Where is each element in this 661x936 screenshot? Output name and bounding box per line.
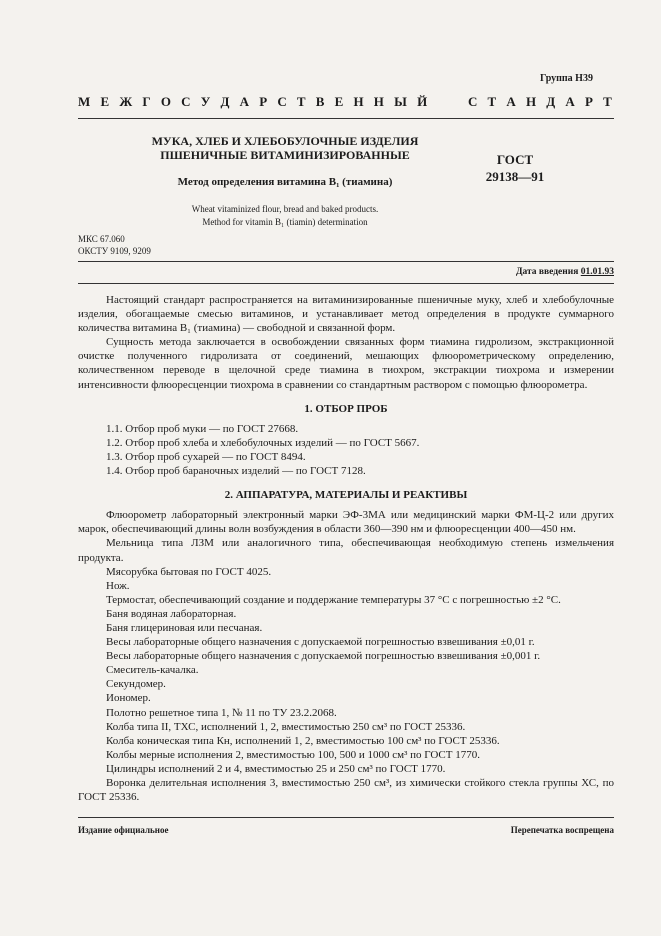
date-rule [78, 283, 614, 284]
intro-paragraph: Сущность метода заключается в освобождении связанных форм тиамина гидролизом, экстракционной очистке полученного гидролизата от соединений, мешающих флюорометрическому определению, количественном переводе в щелочной среде тиамина в тиохром, экстракции тиохрома и измерении интенсивности флюоресценции тиохрома в сравнении со стандартным раствором с помощью флюорометра. [78, 336, 614, 391]
equipment-line: Секундомер. [106, 678, 166, 691]
banner-letter: О [160, 94, 171, 109]
equipment-paragraph: Флюорометр лабораторный электронный марки ЭФ-3МА или медицинский марки ФМ-Ц-2 или других марок, обеспечивающий длины волн возбуждения в области 360—390 нм и флюоресценции 400—450 нм. [78, 509, 614, 536]
group-code: Группа Н39 [540, 73, 593, 84]
equipment-line: Колба коническая типа Кн, исполнений 1, 2, вместимостью 100 см³ по ГОСТ 25336. [106, 734, 500, 747]
list-item: 1.2. Отбор проб хлеба и хлебобулочных изделий — по ГОСТ 5667. [106, 436, 420, 449]
banner-letter: С [181, 94, 191, 109]
footer-rule [78, 817, 614, 818]
gost-designation [470, 151, 560, 185]
banner-letter: В [315, 94, 325, 109]
banner-letter: Е [334, 94, 344, 109]
banner-letter: Ж [119, 94, 133, 109]
equipment-line: Весы лабораторные общего назначения с допускаемой погрешностью взвешивания ±0,001 г. [106, 650, 541, 663]
section-heading: 2. АППАРАТУРА, МАТЕРИАЛЫ И РЕАКТИВЫ [224, 489, 468, 502]
list-item: 1.3. Отбор проб сухарей — по ГОСТ 8494. [106, 450, 306, 463]
banner-letter: С [277, 94, 287, 109]
banner-letter: Н [525, 94, 537, 109]
banner-letter: А [565, 94, 575, 109]
english-line: Method for vitamin B₁ (tiamin) determination [202, 217, 368, 227]
equipment-line: Полотно решетное типа 1, № 11 по ТУ 23.2.2068. [106, 706, 337, 719]
equipment-line: Иономер. [106, 692, 151, 705]
equipment-line: Термостат, обеспечивающий создание и поддержание температуры 37 °С с погрешностью ±2 °С. [106, 593, 561, 606]
english-title [120, 203, 450, 229]
intro-paragraph: Настоящий стандарт распространяется на витаминизированные пшеничные муку, хлеб и хлебобулочные изделия, обогащаемые смесью витаминов, и устанавливает метод определения в продукте суммарного количества витамина B₁ (тиамина) — свободной и связанной форм. [78, 294, 614, 335]
list-item: 1.4. Отбор проб бараночных изделий — по ГОСТ 7128. [106, 465, 366, 478]
banner-letter: Р [584, 94, 593, 109]
header-rule [78, 118, 614, 119]
date-value: 01.01.93 [580, 267, 614, 277]
banner-letter: Т [603, 94, 612, 109]
banner-letter: Р [259, 94, 268, 109]
footer-reprint-prohibited: Перепечатка воспрещена [510, 825, 614, 835]
banner-letter: А [239, 94, 249, 109]
document-title [130, 134, 440, 162]
method-subtitle: Метод определения витамина B₁ (тиамина) [177, 176, 393, 188]
equipment-line: Мясорубка бытовая по ГОСТ 4025. [106, 565, 272, 578]
banner-letter: У [200, 94, 211, 109]
equipment-line: Нож. [106, 579, 130, 592]
classification-codes [78, 233, 151, 257]
equipment-line: Весы лабораторные общего назначения с допускаемой погрешностью взвешивания ±0,01 г. [106, 636, 535, 649]
banner-letter: Т [296, 94, 306, 109]
equipment-line: Колбы мерные исполнения 2, вместимостью 100, 500 и 1000 см³ по ГОСТ 1770. [106, 748, 480, 761]
banner-letter: Н [373, 94, 384, 109]
banner-letter: Н [353, 94, 364, 109]
banner-letter: Й [417, 94, 428, 109]
effective-date [400, 267, 614, 277]
section-heading: 1. ОТБОР ПРОБ [304, 402, 388, 415]
equipment-line: Цилиндры исполнений 2 и 4, вместимостью 25 и 250 см³ по ГОСТ 1770. [106, 762, 446, 775]
footer-official-edition: Издание официальное [78, 825, 169, 835]
banner-letter: С [467, 94, 478, 109]
english-line: Wheat vitaminized flour, bread and baked products. [191, 204, 379, 214]
banner-letter: М [78, 94, 91, 109]
banner-letter: Д [220, 94, 230, 109]
title-line: ПШЕНИЧНЫЕ ВИТАМИНИЗИРОВАННЫЕ [160, 148, 410, 162]
banner-letter: Е [100, 94, 110, 109]
okstu-code: ОКСТУ 9109, 9209 [78, 246, 151, 256]
codes-rule [78, 261, 614, 262]
equipment-line: Колба типа II, ТХС, исполнений 1, 2, вместимостью 250 см³ по ГОСТ 25336. [106, 720, 466, 733]
interstate-standard-banner [78, 94, 612, 110]
banner-letter: Ы [394, 94, 407, 109]
gost-label: ГОСТ [496, 152, 534, 167]
banner-letter: Г [142, 94, 151, 109]
gost-number: 29138—91 [485, 169, 545, 184]
equipment-paragraph: Мельница типа ЛЗМ или аналогичного типа, обеспечивающая необходимую степень измельчения продукта. [78, 537, 614, 564]
equipment-line: Баня водяная лабораторная. [106, 607, 237, 620]
date-label: Дата введения [515, 267, 579, 277]
equipment-paragraph: Воронка делительная исполнения 3, вместимостью 250 см³, из химически стойкого стекла группы ХС, по ГОСТ 25336. [78, 777, 614, 804]
title-line: МУКА, ХЛЕБ И ХЛЕБОБУЛОЧНЫЕ ИЗДЕЛИЯ [151, 134, 419, 148]
equipment-line: Смеситель-качалка. [106, 664, 199, 677]
banner-letter: А [506, 94, 516, 109]
list-item: 1.1. Отбор проб муки — по ГОСТ 27668. [106, 422, 299, 435]
banner-letter: Т [487, 94, 497, 109]
equipment-line: Баня глицериновая или песчаная. [106, 621, 263, 634]
banner-letter: Д [546, 94, 556, 109]
mks-code: МКС 67.060 [78, 234, 125, 244]
document-body [78, 293, 614, 804]
